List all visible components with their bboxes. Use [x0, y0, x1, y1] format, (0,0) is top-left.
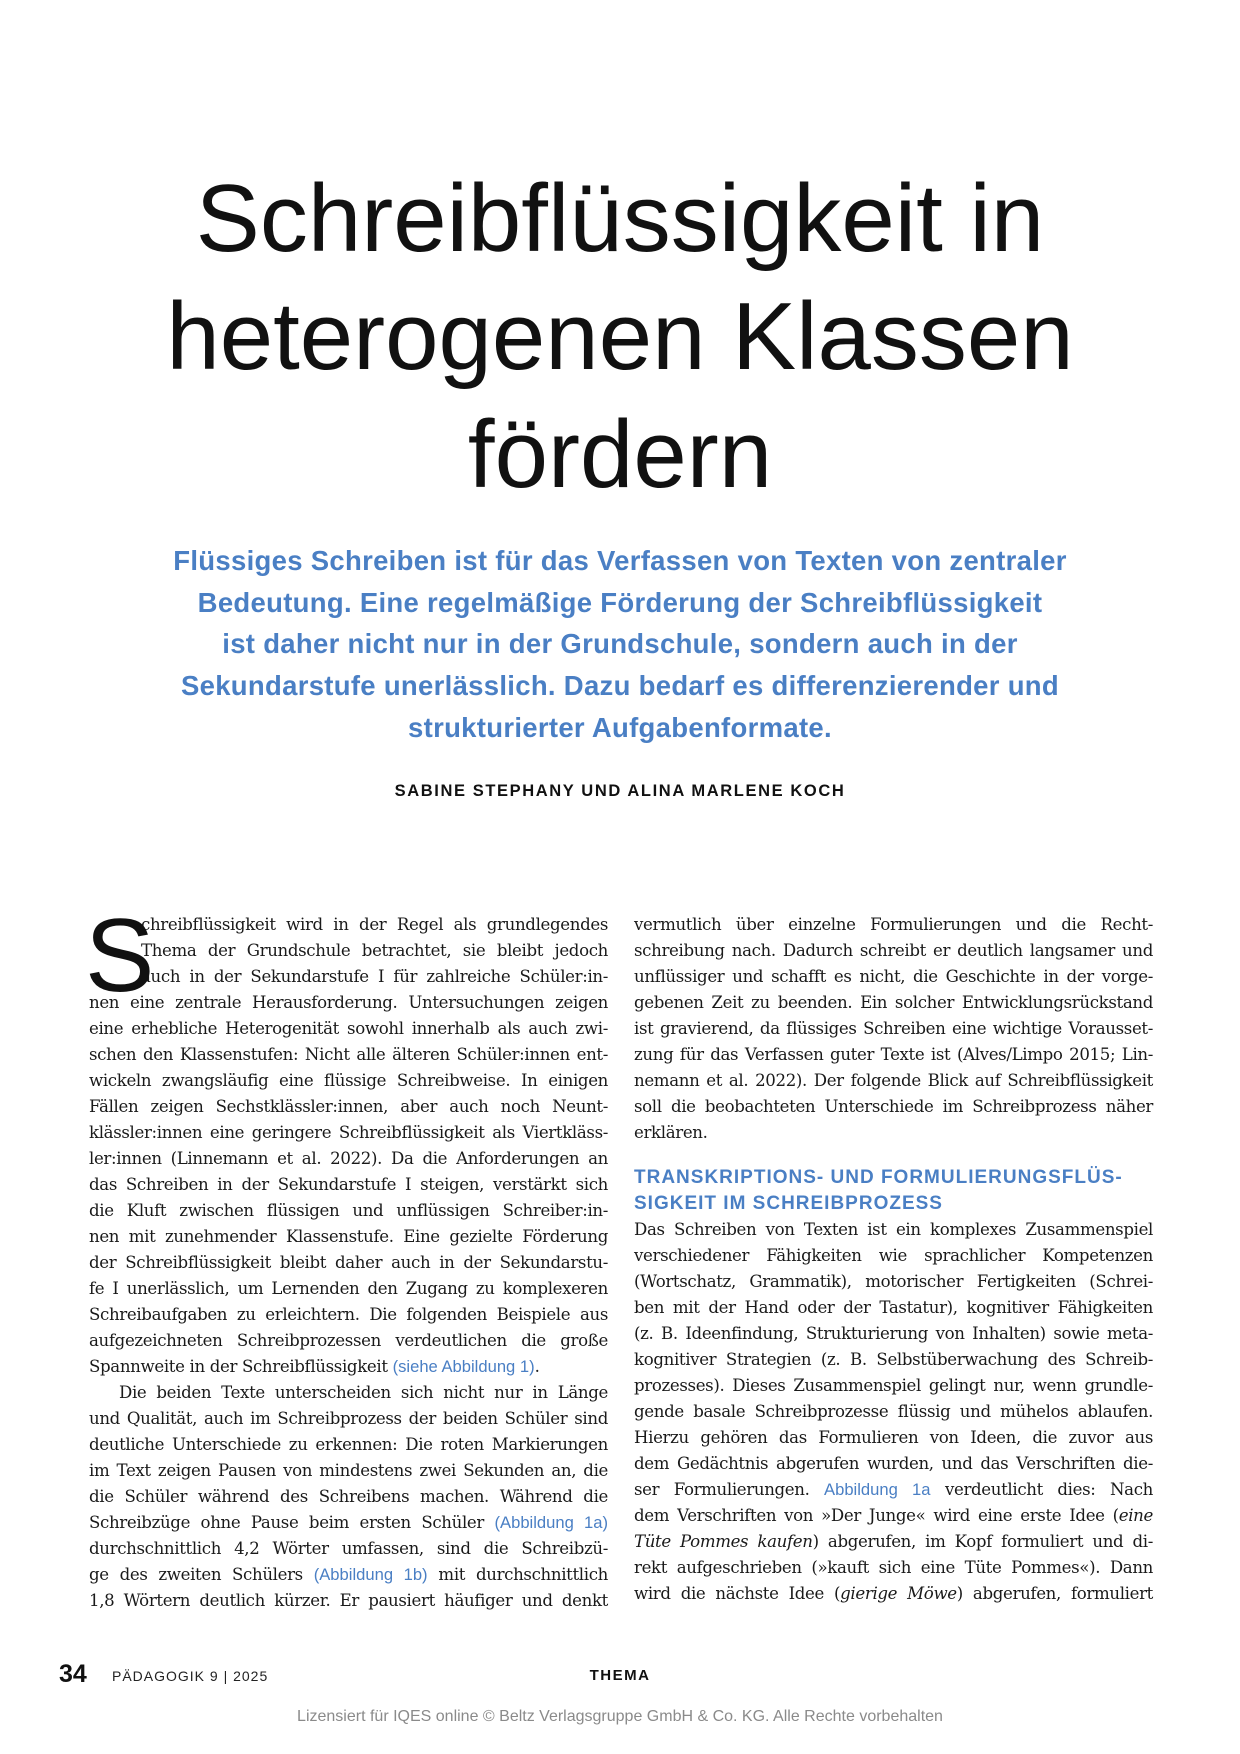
text-line — [89, 1068, 608, 1094]
text-line — [89, 1380, 608, 1406]
text-line — [634, 1451, 1153, 1477]
text-line — [89, 1302, 608, 1328]
text-segment: (z. B. Ideenfindung, Strukturierung von Inhalten) sowie meta- — [634, 1324, 1153, 1343]
right-column — [634, 912, 1153, 1607]
text-segment: ) abgerufen, im Kopf formuliert und di- — [812, 1532, 1153, 1551]
text-line — [634, 1373, 1153, 1399]
text-line — [89, 1510, 608, 1536]
text-segment: durchschnittlich 4,2 Wörter umfassen, sind die Schreibzü- — [89, 1539, 608, 1558]
text-segment: die Schüler während des Schreibens machen. Während die — [89, 1487, 608, 1506]
text-line — [89, 990, 608, 1016]
text-segment: unflüssiger und schafft es nicht, die Geschichte in der vorge- — [634, 967, 1153, 986]
figure-reference-link[interactable]: (Abbildung 1a) — [494, 1513, 609, 1532]
text-line — [634, 1581, 1153, 1607]
text-segment: der Schreibflüssigkeit bleibt daher auch in der Sekundarstu- — [89, 1253, 608, 1272]
text-segment: Thema der Grundschule betrachtet, sie bleibt jedoch — [141, 941, 608, 960]
text-segment: erklären. — [634, 1123, 708, 1142]
text-line — [634, 1243, 1153, 1269]
text-line — [89, 1198, 608, 1224]
magazine-issue: PÄDAGOGIK 9 | 2025 — [112, 1668, 269, 1684]
section-heading — [634, 1165, 1153, 1217]
italic-text: eine — [1118, 1506, 1153, 1525]
left-body — [89, 912, 608, 1614]
text-segment: dem Verschriften von »Der Junge« wird eine erste Idee ( — [634, 1506, 1119, 1525]
text-line — [634, 964, 1153, 990]
text-line — [89, 912, 608, 938]
lead-line: Sekundarstufe unerlässlich. Dazu bedarf es differenzierender und — [180, 670, 1060, 702]
text-line — [89, 964, 608, 990]
right-body-top — [634, 912, 1153, 1146]
text-line — [89, 1536, 608, 1562]
lead-line: Flüssiges Schreiben ist für das Verfassen von Texten von zentraler — [173, 545, 1067, 576]
text-segment: gende basale Schreibprozesse flüssig und mühelos ablaufen. — [634, 1402, 1153, 1421]
text-segment: (Wortschatz, Grammatik), motorischer Fertigkeiten (Schrei- — [634, 1272, 1153, 1291]
text-line — [89, 1328, 608, 1354]
text-line — [89, 1016, 608, 1042]
text-line — [89, 1172, 608, 1198]
text-segment: wird die nächste Idee ( — [634, 1584, 841, 1603]
title-line: fördern — [467, 401, 773, 508]
article-lead — [80, 540, 1160, 749]
text-segment: nen mit zunehmender Klassenstufe. Eine gezielte Förderung — [89, 1227, 608, 1246]
text-line — [634, 1347, 1153, 1373]
text-line — [89, 1276, 608, 1302]
text-line — [634, 1321, 1153, 1347]
article-title — [0, 160, 1240, 514]
text-line — [634, 938, 1153, 964]
text-segment: ist gravierend, da flüssiges Schreiben eine wichtige Vorausset- — [634, 1019, 1153, 1038]
text-line — [89, 1354, 608, 1380]
figure-reference-link[interactable]: (siehe Abbildung 1) — [392, 1357, 535, 1376]
text-line — [634, 1068, 1153, 1094]
text-segment: verschiedener Fähigkeiten wie sprachlicher Kompetenzen — [634, 1246, 1153, 1265]
text-segment: im Text zeigen Pausen von mindestens zwei Sekunden an, die — [89, 1461, 608, 1480]
text-segment: verdeutlicht dies: Nach — [930, 1480, 1153, 1499]
text-segment: aufgezeichneten Schreibprozessen verdeutlichen die große — [89, 1331, 608, 1350]
text-segment: und Qualität, auch im Schreibprozess der beiden Schüler sind — [89, 1409, 608, 1428]
lead-line: ist daher nicht nur in der Grundschule, sondern auch in der — [222, 628, 1018, 660]
italic-text: gierige Möwe — [840, 1584, 957, 1603]
text-line — [634, 1094, 1153, 1120]
text-line — [89, 1484, 608, 1510]
text-line — [634, 1477, 1153, 1503]
text-segment: gebenen Zeit zu beenden. Ein solcher Entwicklungsrückstand — [634, 993, 1153, 1012]
text-segment: eine erhebliche Heterogenität sowohl innerhalb als auch zwi- — [89, 1019, 608, 1038]
text-line — [634, 990, 1153, 1016]
text-segment: Schreibzüge ohne Pause beim ersten Schüler — [89, 1513, 495, 1532]
text-segment: Spannweite in der Schreibflüssigkeit — [89, 1357, 393, 1376]
text-segment: soll die beobachteten Unterschiede im Schreibprozess näher — [634, 1097, 1153, 1116]
text-line — [89, 1432, 608, 1458]
text-segment: chreibflüssigkeit wird in der Regel als grundlegendes — [141, 915, 608, 934]
text-line — [634, 1120, 1153, 1146]
text-line — [89, 1458, 608, 1484]
text-segment: nemann et al. 2022). Der folgende Blick auf Schreibflüssigkeit — [634, 1071, 1153, 1090]
text-segment: zung für das Verfassen guter Texte ist (Alves/Limpo 2015; Lin- — [634, 1045, 1153, 1064]
text-line — [634, 1042, 1153, 1068]
right-body-bottom — [634, 1217, 1153, 1607]
heading-line: TRANSKRIPTIONS- UND FORMULIERUNGSFLÜS- — [634, 1167, 1123, 1188]
text-line — [89, 1588, 608, 1614]
text-line — [634, 1399, 1153, 1425]
figure-reference-link[interactable]: (Abbildung 1b) — [313, 1565, 428, 1584]
text-segment: die Kluft zwischen flüssigen und unflüssigen Schreiber:in- — [89, 1201, 608, 1220]
drop-cap: S — [85, 898, 155, 1014]
authors: SABINE STEPHANY UND ALINA MARLENE KOCH — [394, 782, 846, 800]
text-line — [634, 1529, 1153, 1555]
text-line — [89, 1250, 608, 1276]
text-line — [89, 1562, 608, 1588]
text-line — [634, 1217, 1153, 1243]
text-line — [89, 1120, 608, 1146]
text-segment: dem Gedächtnis abgerufen wurden, und das Verschriften die- — [634, 1454, 1153, 1473]
text-segment: schen den Klassenstufen: Nicht alle älteren Schüler:innen ent- — [89, 1045, 608, 1064]
title-line: heterogenen Klassen — [166, 283, 1074, 390]
text-line — [89, 1146, 608, 1172]
text-line — [89, 1406, 608, 1432]
text-line — [634, 1295, 1153, 1321]
text-line — [634, 1425, 1153, 1451]
text-segment: klässler:innen eine geringere Schreibflüssigkeit als Viertkläss- — [89, 1123, 608, 1142]
figure-reference-link[interactable]: Abbildung 1a — [824, 1480, 931, 1499]
text-segment: ) abgerufen, formuliert — [956, 1584, 1153, 1603]
text-segment: vermutlich über einzelne Formulierungen und die Recht- — [634, 915, 1153, 934]
text-line — [89, 1224, 608, 1250]
text-segment: deutliche Unterschiede zu erkennen: Die roten Markierungen — [89, 1435, 608, 1454]
text-line — [89, 1042, 608, 1068]
text-segment: Schreibaufgaben zu erleichtern. Die folgenden Beispiele aus — [89, 1305, 608, 1324]
title-line: Schreibflüssigkeit in — [195, 165, 1045, 272]
text-segment: mit durchschnittlich — [427, 1565, 608, 1584]
text-segment: Fällen zeigen Sechstklässler:innen, aber auch noch Neunt- — [89, 1097, 608, 1116]
text-segment: ge des zweiten Schülers — [89, 1565, 314, 1584]
text-segment: Die beiden Texte unterscheiden sich nicht nur in Länge — [119, 1383, 608, 1402]
left-column — [85, 898, 609, 1614]
lead-line: strukturierter Aufgabenformate. — [408, 711, 832, 743]
text-segment: das Schreiben in der Sekundarstufe I steigen, verstärkt sich — [89, 1175, 608, 1194]
text-segment: Hierzu gehören das Formulieren von Ideen, die zuvor aus — [634, 1428, 1153, 1447]
text-segment: ser Formulierungen. — [634, 1480, 825, 1499]
text-segment: fe I unerlässlich, um Lernenden den Zugang zu komplexeren — [89, 1279, 608, 1298]
text-segment: rekt aufgeschrieben (»kauft sich eine Tüte Pommes«). Dann — [634, 1558, 1153, 1577]
license-notice: Lizensiert für IQES online © Beltz Verlagsgruppe GmbH & Co. KG. Alle Rechte vorbehalten — [297, 1708, 943, 1725]
text-line — [634, 1269, 1153, 1295]
text-line — [89, 938, 608, 964]
text-segment: kognitiver Strategien (z. B. Selbstüberwachung des Schreib- — [634, 1350, 1153, 1369]
text-segment: . — [534, 1357, 540, 1376]
text-line — [634, 912, 1153, 938]
text-line — [634, 1016, 1153, 1042]
lead-line: Bedeutung. Eine regelmäßige Förderung der Schreibflüssigkeit — [197, 586, 1043, 618]
text-segment: ler:innen (Linnemann et al. 2022). Da die Anforderungen an — [89, 1149, 608, 1168]
text-line — [89, 1094, 608, 1120]
text-segment: prozesses). Dieses Zusammenspiel gelingt nur, wenn grundle- — [634, 1376, 1153, 1395]
heading-line: SIGKEIT IM SCHREIBPROZESS — [634, 1193, 943, 1214]
text-segment: auch in der Sekundarstufe I für zahlreiche Schüler:in- — [141, 967, 608, 986]
text-segment: schreibung nach. Dadurch schreibt er deutlich langsamer und — [634, 941, 1153, 960]
text-segment: ben mit der Hand oder der Tastatur), kognitiver Fähigkeiten — [634, 1298, 1153, 1317]
page-number: 34 — [59, 1660, 87, 1688]
text-line — [634, 1555, 1153, 1581]
text-segment: nen eine zentrale Herausforderung. Untersuchungen zeigen — [89, 993, 608, 1012]
text-segment: Das Schreiben von Texten ist ein komplexes Zusammenspiel — [634, 1220, 1153, 1239]
text-segment: wickeln zwangsläufig eine flüssige Schreibweise. In einigen — [89, 1071, 608, 1090]
italic-text: Tüte Pommes kaufen — [634, 1532, 813, 1551]
text-line — [634, 1503, 1153, 1529]
section-label: THEMA — [589, 1667, 651, 1684]
text-segment: 1,8 Wörtern deutlich kürzer. Er pausiert häufiger und denkt — [89, 1591, 608, 1610]
